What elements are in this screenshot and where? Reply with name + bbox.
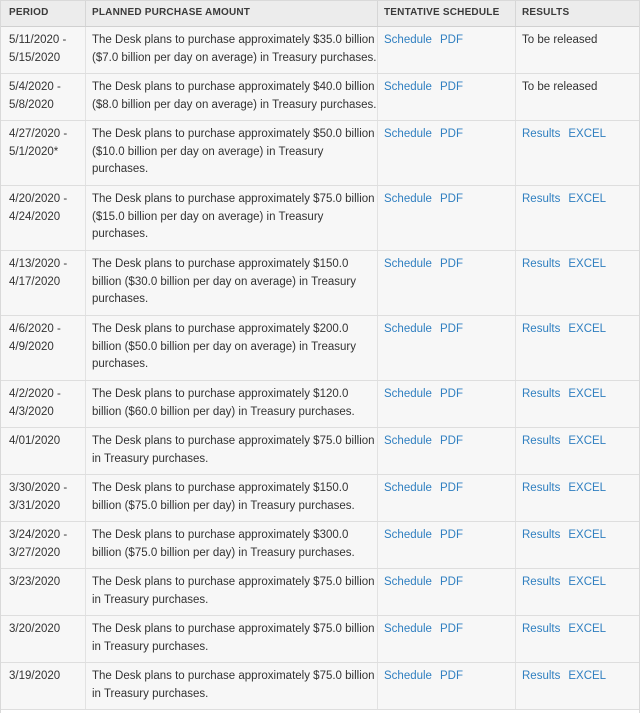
schedule-link[interactable]: Schedule: [384, 388, 432, 400]
schedule-link[interactable]: Schedule: [384, 193, 432, 205]
schedule-link[interactable]: Schedule: [384, 623, 432, 635]
excel-link[interactable]: EXCEL: [568, 435, 607, 447]
results-cell: [516, 522, 639, 568]
results-link[interactable]: Results: [522, 529, 561, 541]
pdf-link[interactable]: PDF: [439, 323, 463, 335]
results-cell: [516, 74, 639, 120]
pdf-link[interactable]: PDF: [439, 529, 463, 541]
pdf-link[interactable]: PDF: [439, 623, 463, 635]
excel-link[interactable]: EXCEL: [568, 388, 607, 400]
schedule-cell: [378, 475, 516, 521]
pdf-link[interactable]: PDF: [439, 128, 463, 140]
results-link[interactable]: Results: [522, 128, 561, 140]
schedule-link[interactable]: Schedule: [384, 258, 432, 270]
schedule-link[interactable]: Schedule: [384, 81, 432, 93]
schedule-cell: [378, 616, 516, 662]
header-period: PERIOD: [1, 1, 86, 26]
results-link[interactable]: Results: [522, 435, 561, 447]
period-cell: 5/11/2020 - 5/15/2020: [1, 27, 86, 73]
amount-cell: The Desk plans to purchase approximately $75.0 billion in Treasury purchases.: [86, 616, 378, 662]
schedule-link[interactable]: Schedule: [384, 576, 432, 588]
amount-cell: The Desk plans to purchase approximately $50.0 billion ($10.0 billion per day on average) in Treasury purchases.: [86, 121, 378, 185]
excel-link[interactable]: EXCEL: [568, 670, 607, 682]
period-cell: 4/20/2020 - 4/24/2020: [1, 186, 86, 250]
amount-cell: The Desk plans to purchase approximately $150.0 billion ($30.0 billion per day on average) in Treasury purchases.: [86, 251, 378, 315]
table-row: [1, 381, 639, 428]
schedule-cell: [378, 316, 516, 380]
excel-link[interactable]: EXCEL: [568, 529, 607, 541]
excel-link[interactable]: EXCEL: [568, 576, 607, 588]
excel-link[interactable]: EXCEL: [568, 258, 607, 270]
schedule-link[interactable]: Schedule: [384, 529, 432, 541]
schedule-cell: [378, 522, 516, 568]
schedule-link[interactable]: Schedule: [384, 34, 432, 46]
results-cell: [516, 121, 639, 185]
results-cell: [516, 663, 639, 709]
schedule-cell: [378, 27, 516, 73]
table-row: [1, 186, 639, 251]
schedule-link[interactable]: Schedule: [384, 670, 432, 682]
results-cell: [516, 475, 639, 521]
schedule-cell: [378, 74, 516, 120]
results-cell: [516, 251, 639, 315]
table-row: [1, 27, 639, 74]
results-cell: [516, 616, 639, 662]
schedule-link[interactable]: Schedule: [384, 128, 432, 140]
excel-link[interactable]: EXCEL: [568, 128, 607, 140]
period-cell: 4/13/2020 - 4/17/2020: [1, 251, 86, 315]
table-row: [1, 522, 639, 569]
amount-cell: The Desk plans to purchase approximately $75.0 billion in Treasury purchases.: [86, 428, 378, 474]
period-cell: 4/01/2020: [1, 428, 86, 474]
pdf-link[interactable]: PDF: [439, 258, 463, 270]
schedule-link[interactable]: Schedule: [384, 323, 432, 335]
results-cell: [516, 428, 639, 474]
header-amount: PLANNED PURCHASE AMOUNT: [86, 1, 378, 26]
excel-link[interactable]: EXCEL: [568, 623, 607, 635]
results-cell: [516, 569, 639, 615]
table-row: [1, 316, 639, 381]
period-cell: 3/30/2020 - 3/31/2020: [1, 475, 86, 521]
header-results: RESULTS: [522, 7, 570, 18]
results-link[interactable]: Results: [522, 323, 561, 335]
results-link[interactable]: Results: [522, 193, 561, 205]
schedule-cell: [378, 251, 516, 315]
table-header: [1, 1, 639, 27]
pdf-link[interactable]: PDF: [439, 81, 463, 93]
pdf-link[interactable]: PDF: [439, 34, 463, 46]
results-pending-text: To be released: [522, 34, 598, 46]
table-row: [1, 74, 639, 121]
period-cell: 3/19/2020: [1, 663, 86, 709]
period-cell: 3/23/2020: [1, 569, 86, 615]
period-cell: 4/27/2020 - 5/1/2020*: [1, 121, 86, 185]
excel-link[interactable]: EXCEL: [568, 482, 607, 494]
schedule-cell: [378, 121, 516, 185]
results-cell: [516, 186, 639, 250]
period-cell: 5/4/2020 - 5/8/2020: [1, 74, 86, 120]
table-row: [1, 428, 639, 475]
schedule-link[interactable]: Schedule: [384, 435, 432, 447]
excel-link[interactable]: EXCEL: [568, 193, 607, 205]
amount-cell: The Desk plans to purchase approximately $35.0 billion ($7.0 billion per day on average) in Treasury purchases.: [86, 27, 378, 73]
period-cell: 4/2/2020 - 4/3/2020: [1, 381, 86, 427]
pdf-link[interactable]: PDF: [439, 670, 463, 682]
schedule-cell: [378, 428, 516, 474]
pdf-link[interactable]: PDF: [439, 482, 463, 494]
results-cell: [516, 316, 639, 380]
pdf-link[interactable]: PDF: [439, 388, 463, 400]
results-pending-text: To be released: [522, 81, 598, 93]
amount-cell: The Desk plans to purchase approximately $75.0 billion ($15.0 billion per day on average) in Treasury purchases.: [86, 186, 378, 250]
pdf-link[interactable]: PDF: [439, 435, 463, 447]
amount-cell: The Desk plans to purchase approximately $120.0 billion ($60.0 billion per day) in Treasury purchases.: [86, 381, 378, 427]
table-row: [1, 569, 639, 616]
schedule-cell: [378, 663, 516, 709]
amount-cell: The Desk plans to purchase approximately $40.0 billion ($8.0 billion per day on average) in Treasury purchases.: [86, 74, 378, 120]
pdf-link[interactable]: PDF: [439, 193, 463, 205]
period-cell: 3/20/2020: [1, 616, 86, 662]
table-row: [1, 663, 639, 710]
amount-cell: The Desk plans to purchase approximately $300.0 billion ($75.0 billion per day) in Treasury purchases.: [86, 522, 378, 568]
amount-cell: The Desk plans to purchase approximately $150.0 billion ($75.0 billion per day) in Treasury purchases.: [86, 475, 378, 521]
results-link[interactable]: Results: [522, 482, 561, 494]
period-cell: 4/6/2020 - 4/9/2020: [1, 316, 86, 380]
results-cell: [516, 381, 639, 427]
table-row: [1, 475, 639, 522]
results-link[interactable]: Results: [522, 623, 561, 635]
results-link[interactable]: Results: [522, 576, 561, 588]
table-row: [1, 616, 639, 663]
table-row: [1, 121, 639, 186]
results-link[interactable]: Results: [522, 670, 561, 682]
schedule-cell: [378, 381, 516, 427]
amount-cell: The Desk plans to purchase approximately $75.0 billion in Treasury purchases.: [86, 569, 378, 615]
period-cell: 3/24/2020 - 3/27/2020: [1, 522, 86, 568]
results-link[interactable]: Results: [522, 388, 561, 400]
header-schedule: TENTATIVE SCHEDULE: [378, 1, 516, 26]
results-link[interactable]: Results: [522, 258, 561, 270]
schedule-cell: [378, 569, 516, 615]
amount-cell: The Desk plans to purchase approximately $200.0 billion ($50.0 billion per day on average) in Treasury purchases.: [86, 316, 378, 380]
table-row: [1, 251, 639, 316]
pdf-link[interactable]: PDF: [439, 576, 463, 588]
amount-cell: The Desk plans to purchase approximately $75.0 billion in Treasury purchases.: [86, 663, 378, 709]
results-cell: [516, 27, 639, 73]
schedule-link[interactable]: Schedule: [384, 482, 432, 494]
excel-link[interactable]: EXCEL: [568, 323, 607, 335]
schedule-cell: [378, 186, 516, 250]
